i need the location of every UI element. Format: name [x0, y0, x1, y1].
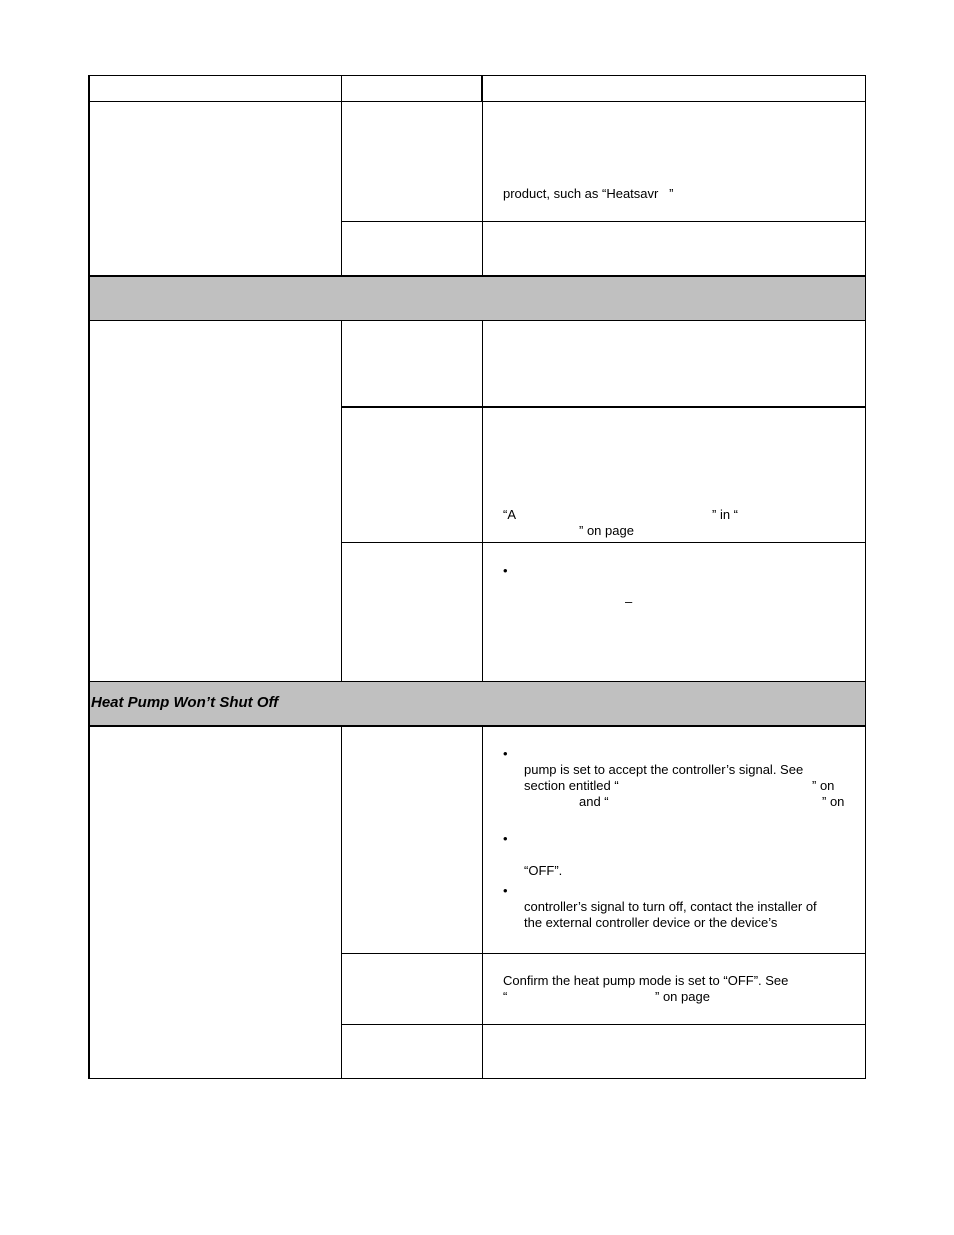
- row3-sub1-line4: controller’s signal to turn off, contact the installer of: [524, 899, 817, 914]
- row1-sub-divider: [341, 221, 866, 222]
- row2-sub-divider-2: [341, 542, 866, 543]
- row3-sub1-off: “OFF”.: [524, 863, 563, 878]
- table-bottom-border: [89, 1078, 866, 1079]
- row2-sub3-dash: –: [625, 594, 633, 609]
- row3-sub1-bullet-3: •: [503, 883, 508, 898]
- row2-sub3-bullet: •: [503, 563, 508, 578]
- row3-sub1-line3a: and “: [579, 794, 609, 809]
- table-left-border: [88, 75, 90, 1079]
- row3-sub1-line3b: ” on: [822, 794, 845, 809]
- row3-sub2-line2b: ” on page: [655, 989, 710, 1004]
- row3-sub2-line1: Confirm the heat pump mode is set to “OFF”. See: [503, 973, 789, 988]
- row2-sub2-text-c: ” on page: [579, 523, 634, 538]
- col-divider-2-block3: [482, 726, 483, 1079]
- col-divider-2-header: [481, 75, 483, 101]
- col-divider-1-block3: [341, 726, 342, 1079]
- row3-sub1-line5: the external controller device or the device’s: [524, 915, 778, 930]
- row2-sub-divider-1: [341, 406, 866, 408]
- row2-sub2-text-a: “A: [503, 507, 516, 522]
- section-band2-top-border: [89, 681, 866, 682]
- row3-sub1-bullet-2: •: [503, 831, 508, 846]
- section-band-bottom-border: [89, 320, 866, 321]
- col-divider-2-block2: [482, 320, 483, 682]
- col-divider-2-block1: [482, 101, 483, 276]
- col-divider-1-block2: [341, 320, 342, 682]
- section-band-blank: [89, 276, 865, 320]
- row3-sub1-bullet-1: •: [503, 746, 508, 761]
- row3-sub1-line2b: ” on: [812, 778, 835, 793]
- table-top-border: [89, 75, 866, 76]
- section-band-top-border: [89, 275, 866, 277]
- row3-sub1-line1: pump is set to accept the controller’s signal. See: [524, 762, 804, 777]
- row3-sub2-line2a: “: [503, 989, 508, 1004]
- row3-sub-divider-2: [341, 1024, 866, 1025]
- row3-sub1-line2a: section entitled “: [524, 778, 619, 793]
- row2-sub2-text-b: ” in “: [712, 507, 738, 522]
- section-title-heat-pump-wont-shut-off: Heat Pump Won’t Shut Off: [91, 694, 279, 711]
- col-divider-1-header: [341, 75, 342, 101]
- header-row-bottom-border: [89, 101, 866, 102]
- table-right-border: [865, 75, 866, 1079]
- row3-sub-divider-1: [341, 953, 866, 954]
- row1-solution-text: product, such as “Heatsavr ”: [503, 186, 674, 201]
- section-band2-bottom-border: [89, 725, 866, 727]
- col-divider-1-block1: [341, 101, 342, 276]
